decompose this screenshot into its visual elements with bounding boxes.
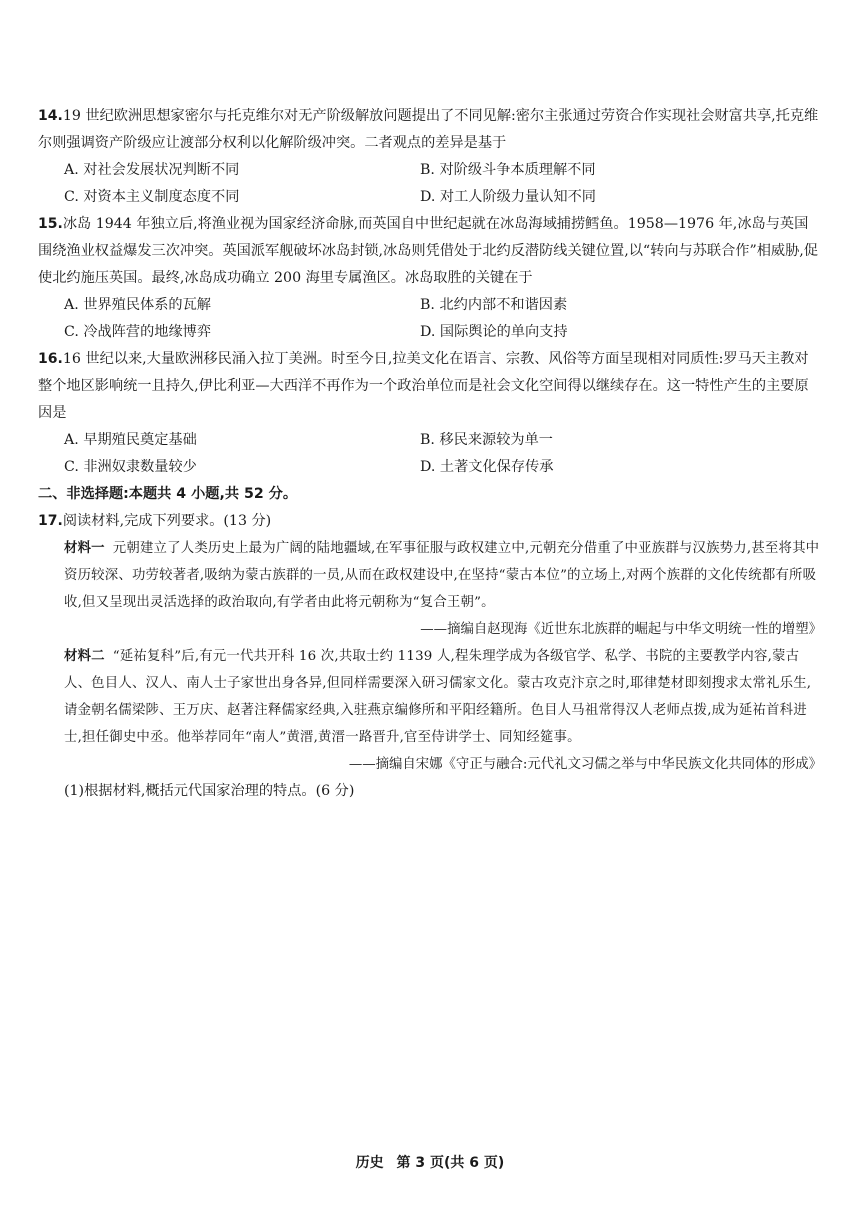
option-c: C. 非洲奴隶数量较少 (64, 459, 197, 475)
option-d: D. 土著文化保存传承 (420, 459, 554, 475)
material-two (64, 643, 822, 751)
material-label: 材料一 (64, 541, 105, 556)
option-c: C. 对资本主义制度态度不同 (64, 189, 240, 205)
question-16-options (64, 427, 824, 481)
option-b: B. 移民来源较为单一 (420, 432, 553, 448)
option-a: A. 世界殖民体系的瓦解 (64, 297, 211, 313)
question-14-stem (38, 103, 822, 157)
subject-name: 历史 (355, 1155, 384, 1171)
question-15-stem (38, 211, 822, 292)
material-label: 材料二 (64, 649, 105, 664)
material-one-source: ——摘编自赵现海《近世东北族群的崛起与中华文明统一性的增塑》 (420, 622, 822, 637)
question-15-options (64, 292, 824, 346)
question-17-stem (38, 508, 822, 535)
material-two-source: ——摘编自宋娜《守正与融合:元代礼文习儒之举与中华民族文化共同体的形成》 (348, 757, 822, 772)
page-number: 第 3 页(共 6 页) (396, 1155, 505, 1171)
option-b: B. 对阶级斗争本质理解不同 (420, 162, 596, 178)
question-number: 15. (38, 216, 63, 232)
option-b: B. 北约内部不和谐因素 (420, 297, 568, 313)
question-14-options (64, 157, 824, 211)
question-number: 17. (38, 513, 63, 529)
sub-question-1: (1)根据材料,概括元代国家治理的特点。(6 分) (64, 783, 355, 799)
option-a: A. 早期殖民奠定基础 (64, 432, 197, 448)
option-c: C. 冷战阵营的地缘博弈 (64, 324, 212, 340)
option-d: D. 国际舆论的单向支持 (420, 324, 568, 340)
question-16-stem (38, 346, 822, 427)
material-one (64, 535, 822, 616)
question-text: 16 世纪以来,大量欧洲移民涌入拉丁美洲。时至今日,拉美文化在语言、宗教、风俗等方面呈现相对同质性:罗马天主教对整个地区影响统一且持久,伊比利亚—大西洋不再作为一个政治单位而是社会文化空间得以继续存在。这一特性产生的主要原因是 (38, 351, 809, 421)
question-number: 14. (38, 108, 63, 124)
question-text: 阅读材料,完成下列要求。(13 分) (62, 513, 272, 529)
option-a: A. 对社会发展状况判断不同 (64, 162, 240, 178)
section-heading: 二、非选择题:本题共 4 小题,共 52 分。 (38, 486, 298, 502)
question-number: 16. (38, 351, 63, 367)
material-text: 元朝建立了人类历史上最为广阔的陆地疆域,在军事征服与政权建立中,元朝充分借重了中亚族群与汉族势力,甚至将其中资历较深、功劳较著者,吸纳为蒙古族群的一员,从而在政权建设中,在坚持“蒙古本位”的立场上,对两个族群的文化传统都有所吸收,但又呈现出灵活选择的政治取向,有学者由此将元朝称为“复合王朝”。 (64, 541, 820, 610)
question-text: 19 世纪欧洲思想家密尔与托克维尔对无产阶级解放问题提出了不同见解:密尔主张通过劳资合作实现社会财富共享,托克维尔则强调资产阶级应让渡部分权利以化解阶级冲突。二者观点的差异是基于 (38, 108, 819, 151)
option-d: D. 对工人阶级力量认知不同 (420, 189, 596, 205)
question-text: 冰岛 1944 年独立后,将渔业视为国家经济命脉,而英国自中世纪起就在冰岛海域捕捞鳕鱼。1958—1976 年,冰岛与英国围绕渔业权益爆发三次冲突。英国派军舰破坏冰岛封锁,冰岛则凭借处于北约反潜防线关键位置,以“转向与苏联合作”相威胁,促使北约施压英国。最终,冰岛成功确立 200 海里专属渔区。冰岛取胜的关键在于 (38, 216, 818, 286)
material-text: “延祐复科”后,有元一代共开科 16 次,共取士约 1139 人,程朱理学成为各级官学、私学、书院的主要教学内容,蒙古人、色目人、汉人、南人士子家世出身各异,但同样需要深入研习儒家文化。蒙古攻克汴京之时,耶律楚材即刻搜求太常礼乐生,请金朝名儒梁陟、王万庆、赵著注释儒家经典,入驻燕京编修所和平阳经籍所。色目人马祖常得汉人老师点拨,成为延祐首科进士,担任御史中丞。他举荐同年“南人”黄溍,黄溍一路晋升,官至侍讲学士、同知经筵事。 (64, 649, 812, 745)
page-footer (0, 1152, 860, 1172)
